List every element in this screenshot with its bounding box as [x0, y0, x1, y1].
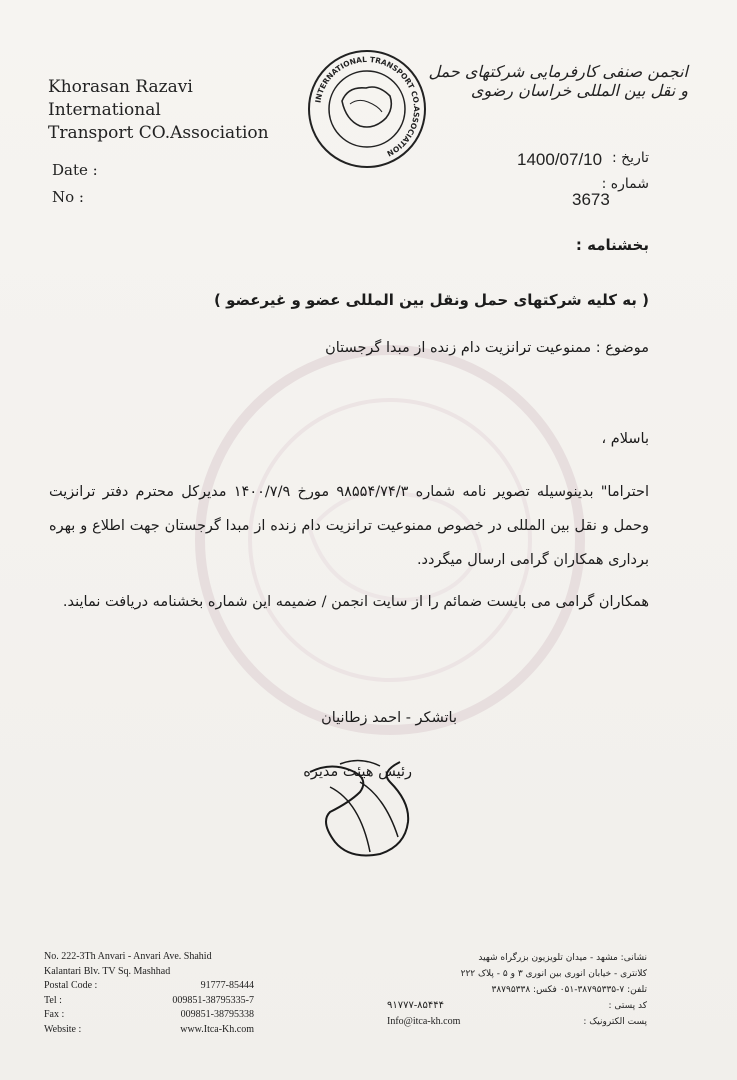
footer-tel-row [44, 994, 254, 1009]
signer-title: رئیس هیئت مدیره [303, 764, 412, 780]
closing-signer-name: باتشکر - احمد زطانیان [321, 710, 457, 726]
subject-line: موضوع : ممنوعیت ترانزیت دام زنده از مبدا گرجستان [325, 340, 649, 356]
footer-postal-fa-value: ۹۱۷۷۷-۸۵۴۴۴ [387, 1000, 445, 1011]
footer-address-fa-line1: نشانی: مشهد - میدان تلویزیون بزرگراه شهید [478, 953, 647, 963]
footer-postal-fa-label: کد پستی : [608, 1001, 647, 1011]
seal-ring-text: INTERNATIONAL TRANSPORT CO.ASSOCIATION [313, 54, 422, 159]
footer-address-fa-line2: کلانتری - خیابان انوری بین انوری ۳ و ۵ - پلاک ۲۲۲ [460, 969, 647, 979]
org-name-en [48, 76, 303, 145]
footer-website-label: Website : [44, 1023, 82, 1035]
circular-heading: بخشنامه : [575, 236, 649, 254]
footer-address-en-line2: Kalantari Blv. TV Sq. Mashhad [44, 965, 171, 977]
footer-website-value: www.Itca-Kh.com [180, 1023, 254, 1035]
org-name-en-line1: Khorasan Razavi International [48, 77, 193, 120]
date-value: 1400/07/10 [517, 150, 603, 169]
recipient-line: ( به کلیه شرکتهای حمل ونقل بین المللی عضو و غیرعضو ) [214, 291, 649, 309]
body-paragraph-2: همکاران گرامی می بایست ضمائم را از سایت انجمن / ضمیمه این شماره بخشنامه دریافت نمایند. [62, 594, 649, 610]
footer-fax-row [44, 1008, 254, 1023]
footer-postal-label: Postal Code : [44, 980, 98, 991]
footer-contact-fa [387, 950, 647, 1030]
footer-email-fa-value: Info@itca-kh.com [387, 1016, 461, 1027]
handwritten-signature [290, 742, 440, 872]
footer-postal-value: 91777-85444 [200, 980, 254, 991]
date-label-fa: تاریخ : [611, 150, 649, 166]
footer-postal-row [44, 979, 254, 994]
footer-email-fa-row [387, 1014, 647, 1030]
no-value: 3673 [572, 190, 610, 209]
org-name-en-line2: Transport CO.Association [48, 123, 269, 143]
footer-postal-fa-row [387, 998, 647, 1014]
footer-contact-en [44, 950, 254, 1037]
no-label-en: No : [52, 188, 84, 206]
footer-tel-value: 009851-38795335-7 [172, 994, 254, 1006]
association-seal-logo [304, 46, 430, 172]
date-label-en: Date : [52, 161, 98, 179]
footer-fax-value: 009851-38795338 [180, 1009, 254, 1020]
no-label-fa: شماره : [601, 176, 649, 192]
footer-website-row [44, 1023, 254, 1038]
greeting: باسلام ، [601, 431, 649, 447]
body-paragraph-1: احتراما" بدینوسیله تصویر نامه شماره ۹۸۵۵۴/۷۴/۳ مورخ ۱۴۰۰/۷/۹ مدیرکل محترم دفتر ترانزیت وحمل و نقل بین المللی در خصوص ممنوعیت ترانزیت دام زنده از مبدا گرجستان جهت اطلاع و بهره برداری همکاران گرامی ارسال میگردد. [49, 484, 650, 568]
footer-fax-label: Fax : [44, 1009, 65, 1020]
footer-tel-label: Tel : [44, 994, 62, 1006]
footer-address-en-line1: No. 222-3Th Anvari - Anvari Ave. Shahid [44, 951, 212, 962]
footer-phone-fa: تلفن: ۷-۳۸۷۹۵۳۳۵-۰۵۱ فکس: ۳۸۷۹۵۳۳۸ [491, 985, 647, 995]
footer-email-fa-label: پست الکترونیک : [583, 1017, 647, 1027]
org-name-fa: انجمن صنفی کارفرمایی شرکتهای حمل و نقل بین المللی خراسان رضوی [428, 62, 688, 100]
